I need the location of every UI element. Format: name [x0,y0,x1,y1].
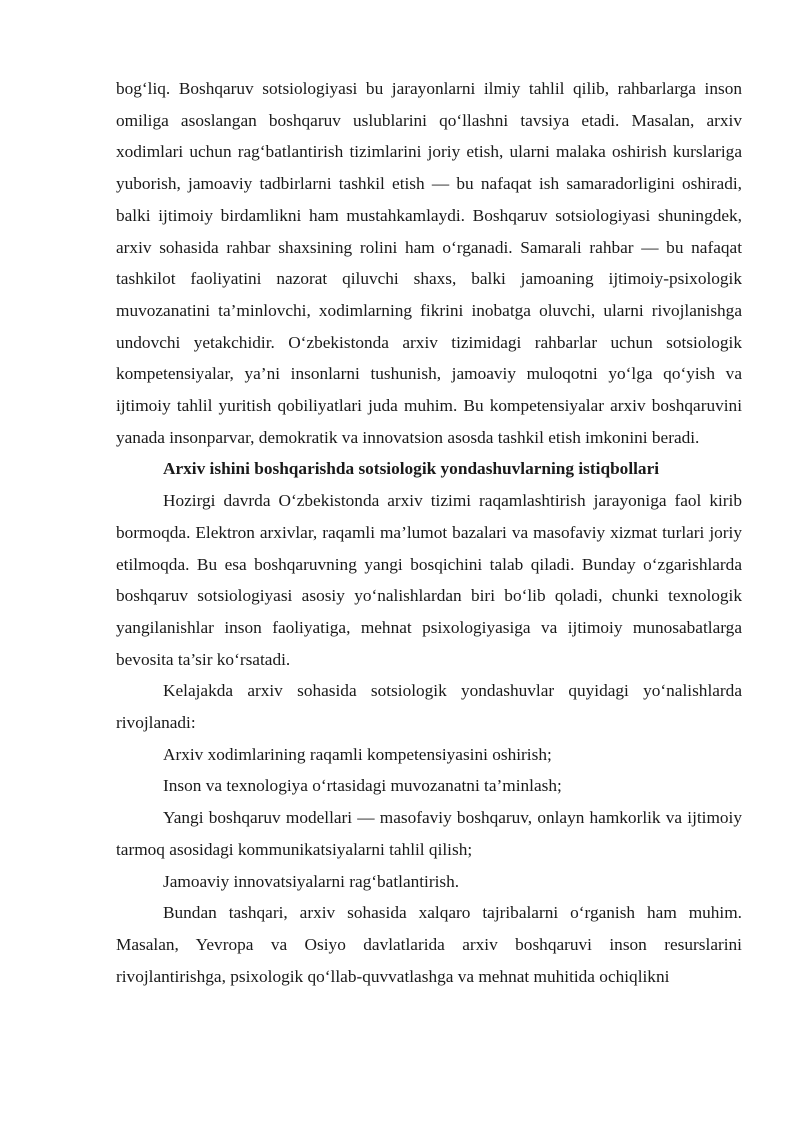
list-item: Yangi boshqaruv modellari — masofaviy boshqaruv, onlayn hamkorlik va ijtimoiy tarmoq asosidagi kommunikatsiyalarni tahlil qilish; [116,808,742,859]
body-paragraph: bog‘liq. Boshqaruv sotsiologiyasi bu jarayonlarni ilmiy tahlil qilib, rahbarlarga inson omiliga asoslangan boshqaruv uslublarini qo‘llashni tavsiya etadi. Masalan, arxiv xodimlari uchun rag‘batlantirish tizimlarini joriy etish, ularni malaka oshirish kurslariga yuborish, jamoaviy tadbirlarni tashkil etish — bu nafaqat ish samaradorligini oshiradi, balki ijtimoiy birdamlikni ham mustahkamlaydi. Boshqaruv sotsiologiyasi shuningdek, arxiv sohasida rahbar shaxsining rolini ham o‘rganadi. Samarali rahbar — bu nafaqat tashkilot faoliyatini nazorat qiluvchi shaxs, balki jamoaning ijtimoiy-psixologik muvozanatini ta’minlovchi, xodimlarning fikrini inobatga oluvchi, ularni rivojlanishga undovchi yetakchidir. O‘zbekistonda arxiv tizimidagi rahbarlar uchun sotsiologik kompetensiyalar, ya’ni insonlarni tushunish, jamoaviy muloqotni yo‘lga qo‘yish va ijtimoiy tahlil yuritish qobiliyatlari juda muhim. Bu kompetensiyalar arxiv boshqaruvini yanada insonparvar, demokratik va innovatsion asosda tashkil etish imkonini beradi. [116,79,742,447]
body-paragraph: Hozirgi davrda O‘zbekistonda arxiv tizimi raqamlashtirish jarayoniga faol kirib bormoqda. Elektron arxivlar, raqamli ma’lumot bazalari va masofaviy xizmat turlari joriy etilmoqda. Bu esa boshqaruvning yangi bosqichini talab qiladi. Bunday o‘zgarishlarda boshqaruv sotsiologiyasi asosiy yo‘nalishlardan biri bo‘lib qoladi, chunki texnologik yangilanishlar inson faoliyatiga, mehnat psixologiyasiga va ijtimoiy munosabatlarga bevosita ta’sir ko‘rsatadi. [116,491,742,669]
body-paragraph: Kelajakda arxiv sohasida sotsiologik yondashuvlar quyidagi yo‘nalishlarda rivojlanadi: [116,681,742,733]
list-item: Jamoaviy innovatsiyalarni rag‘batlantirish. [163,871,460,891]
list-item: Inson va texnologiya o‘rtasidagi muvozanatni ta’minlash; [163,776,562,796]
section-heading: Arxiv ishini boshqarishda sotsiologik yondashuvlarning istiqbollari [163,459,660,479]
list-item: Arxiv xodimlarining raqamli kompetensiyasini oshirish; [163,744,552,764]
body-paragraph: Bundan tashqari, arxiv sohasida xalqaro tajribalarni o‘rganish ham muhim. Masalan, Yevropa va Osiyo davlatlarida arxiv boshqaruvi inson resurslarini rivojlantirishga, psixologik qo‘llab-quvvatlashga va mehnat muhitida ochiqlikni [116,903,742,986]
document-page [116,73,742,992]
